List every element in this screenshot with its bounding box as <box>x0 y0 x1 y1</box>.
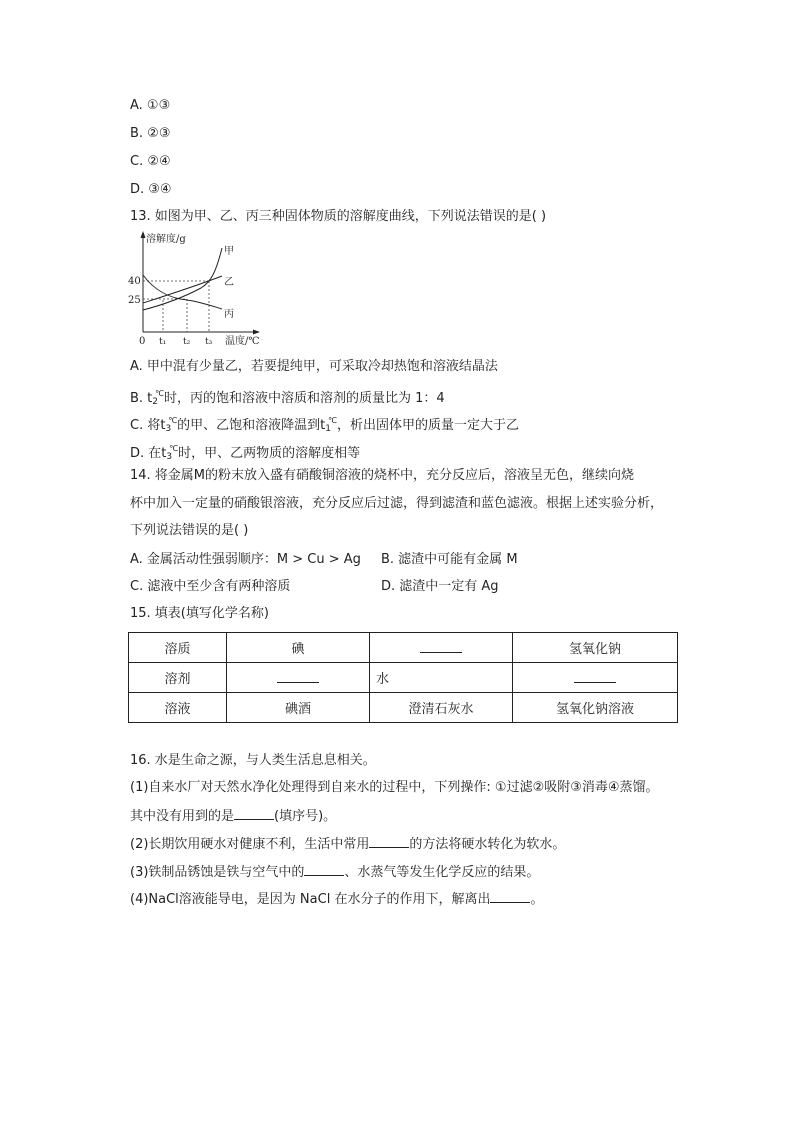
table-cell: 氢氧化钠 <box>513 633 678 663</box>
q13-d-pre: D. 在t <box>130 446 167 461</box>
answer-blank[interactable] <box>490 889 530 903</box>
q13-b-pre: B. t <box>130 391 153 406</box>
table-cell: 水 <box>370 663 513 693</box>
q14-stem-line2: 杯中加入一定量的硝酸银溶液，充分反应后过滤，得到滤渣和蓝色滤液。根据上述实验分析， <box>130 496 664 511</box>
q16-p4-post: 。 <box>530 892 544 907</box>
series-label-yi: 乙 <box>224 277 234 288</box>
q13-c-post: ，析出固体甲的质量一定大于乙 <box>337 418 520 433</box>
q14-stem-line3: 下列说法错误的是( ) <box>130 523 249 538</box>
answer-blank-cell[interactable] <box>227 663 370 693</box>
series-label-bing: 丙 <box>224 309 234 320</box>
q13-c-sup1: ℃ <box>168 416 178 425</box>
x-tick-t2: t₂ <box>183 337 191 347</box>
q16-part1-line1: (1)自来水厂对天然水净化处理得到自来水的过程中，下列操作: ①过滤②吸附③消毒④蒸馏。 <box>130 780 659 795</box>
q13-b-post: 时，丙的饱和溶液中溶质和溶剂的质量比为 1：4 <box>164 391 445 406</box>
q13-c-sub2: 1 <box>325 424 332 434</box>
q12-option-b: B. ②③ <box>130 126 171 141</box>
q16-part1-line2 <box>130 806 336 826</box>
q14-stem-line1: 14. 将金属M的粉末放入盛有硝酸铜溶液的烧杯中，充分反应后，溶液呈无色，继续向烧 <box>130 468 635 483</box>
q16-p2-post: 的方法将硬水转化为软水。 <box>409 837 566 852</box>
q16-part4 <box>130 889 543 909</box>
answer-blank[interactable] <box>277 669 319 683</box>
table-row <box>129 633 678 663</box>
q13-c-sub1: 3 <box>165 424 172 434</box>
q13-option-c <box>130 412 519 438</box>
q13-c-sup2: ℃ <box>328 416 337 425</box>
answer-blank[interactable] <box>420 639 462 653</box>
table-cell: 溶质 <box>129 633 227 663</box>
q16-p1-post: (填序号)。 <box>274 809 337 824</box>
answer-blank-cell[interactable] <box>370 633 513 663</box>
table-row <box>129 663 678 693</box>
y-tick-40: 40 <box>128 276 141 287</box>
answer-blank[interactable] <box>369 834 409 848</box>
q14-option-a: A. 金属活动性强弱顺序：M > Cu > Ag <box>130 552 361 567</box>
q12-option-a: A. ①③ <box>130 98 171 113</box>
q12-option-d: D. ③④ <box>130 182 172 197</box>
table-cell: 溶剂 <box>129 663 227 693</box>
table-cell: 溶液 <box>129 693 227 723</box>
q14-option-c: C. 滤液中至少含有两种溶质 <box>130 579 291 594</box>
answer-blank-cell[interactable] <box>513 663 678 693</box>
q13-option-b <box>130 385 445 411</box>
q13-option-a: A. 甲中混有少量乙，若要提纯甲，可采取冷却热饱和溶液结晶法 <box>130 359 498 374</box>
table-cell: 碘 <box>227 633 370 663</box>
q13-stem: 13. 如图为甲、乙、丙三种固体物质的溶解度曲线，下列说法错误的是( ) <box>130 209 547 224</box>
answer-blank[interactable] <box>574 669 616 683</box>
q16-p1-pre: 其中没有用到的是 <box>130 809 235 824</box>
q15-stem: 15. 填表(填写化学名称) <box>130 606 269 621</box>
curve-jia <box>143 248 222 310</box>
series-label-jia: 甲 <box>224 246 234 257</box>
table-cell: 碘酒 <box>227 693 370 723</box>
q13-b-sub: 2 <box>152 397 159 407</box>
q13-b-sup: ℃ <box>155 389 164 398</box>
solubility-chart <box>126 228 266 352</box>
table-cell: 氢氧化钠溶液 <box>513 693 678 723</box>
q13-d-sup: ℃ <box>169 444 179 453</box>
answer-blank[interactable] <box>304 862 344 876</box>
x-axis-label: 温度/℃ <box>225 336 260 347</box>
q16-part2 <box>130 834 565 854</box>
q13-option-d <box>130 440 360 466</box>
table-cell: 澄清石灰水 <box>370 693 513 723</box>
q13-d-sub: 3 <box>166 452 173 462</box>
y-axis-label: 溶解度/g <box>146 234 186 245</box>
y-tick-25: 25 <box>128 295 141 306</box>
q13-c-mid: 的甲、乙饱和溶液降温到t <box>177 418 326 433</box>
y-axis-arrow <box>141 231 146 238</box>
table-row <box>129 693 678 723</box>
q16-p2-pre: (2)长期饮用硬水对健康不利，生活中常用 <box>130 837 370 852</box>
q13-c-pre: C. 将t <box>130 418 166 433</box>
origin-label: 0 <box>139 336 146 347</box>
x-axis-arrow <box>253 330 260 335</box>
q16-p3-post: 、水蒸气等发生化学反应的结果。 <box>344 865 540 880</box>
q16-p4-pre: (4)NaCl溶液能导电，是因为 NaCl 在水分子的作用下，解离出 <box>130 892 491 907</box>
x-tick-t1: t₁ <box>159 337 167 347</box>
q14-option-d: D. 滤渣中一定有 Ag <box>381 579 499 594</box>
q13-d-post: 时，甲、乙两物质的溶解度相等 <box>178 446 361 461</box>
q16-part3 <box>130 862 539 882</box>
answer-blank[interactable] <box>234 806 274 820</box>
q14-option-b: B. 滤渣中可能有金属 M <box>381 552 518 567</box>
x-tick-t3: t₃ <box>205 337 213 347</box>
q16-stem: 16. 水是生命之源，与人类生活息息相关。 <box>130 753 376 768</box>
q12-option-c: C. ②④ <box>130 154 171 169</box>
q16-p3-pre: (3)铁制品锈蚀是铁与空气中的 <box>130 865 305 880</box>
q15-table <box>128 632 678 723</box>
